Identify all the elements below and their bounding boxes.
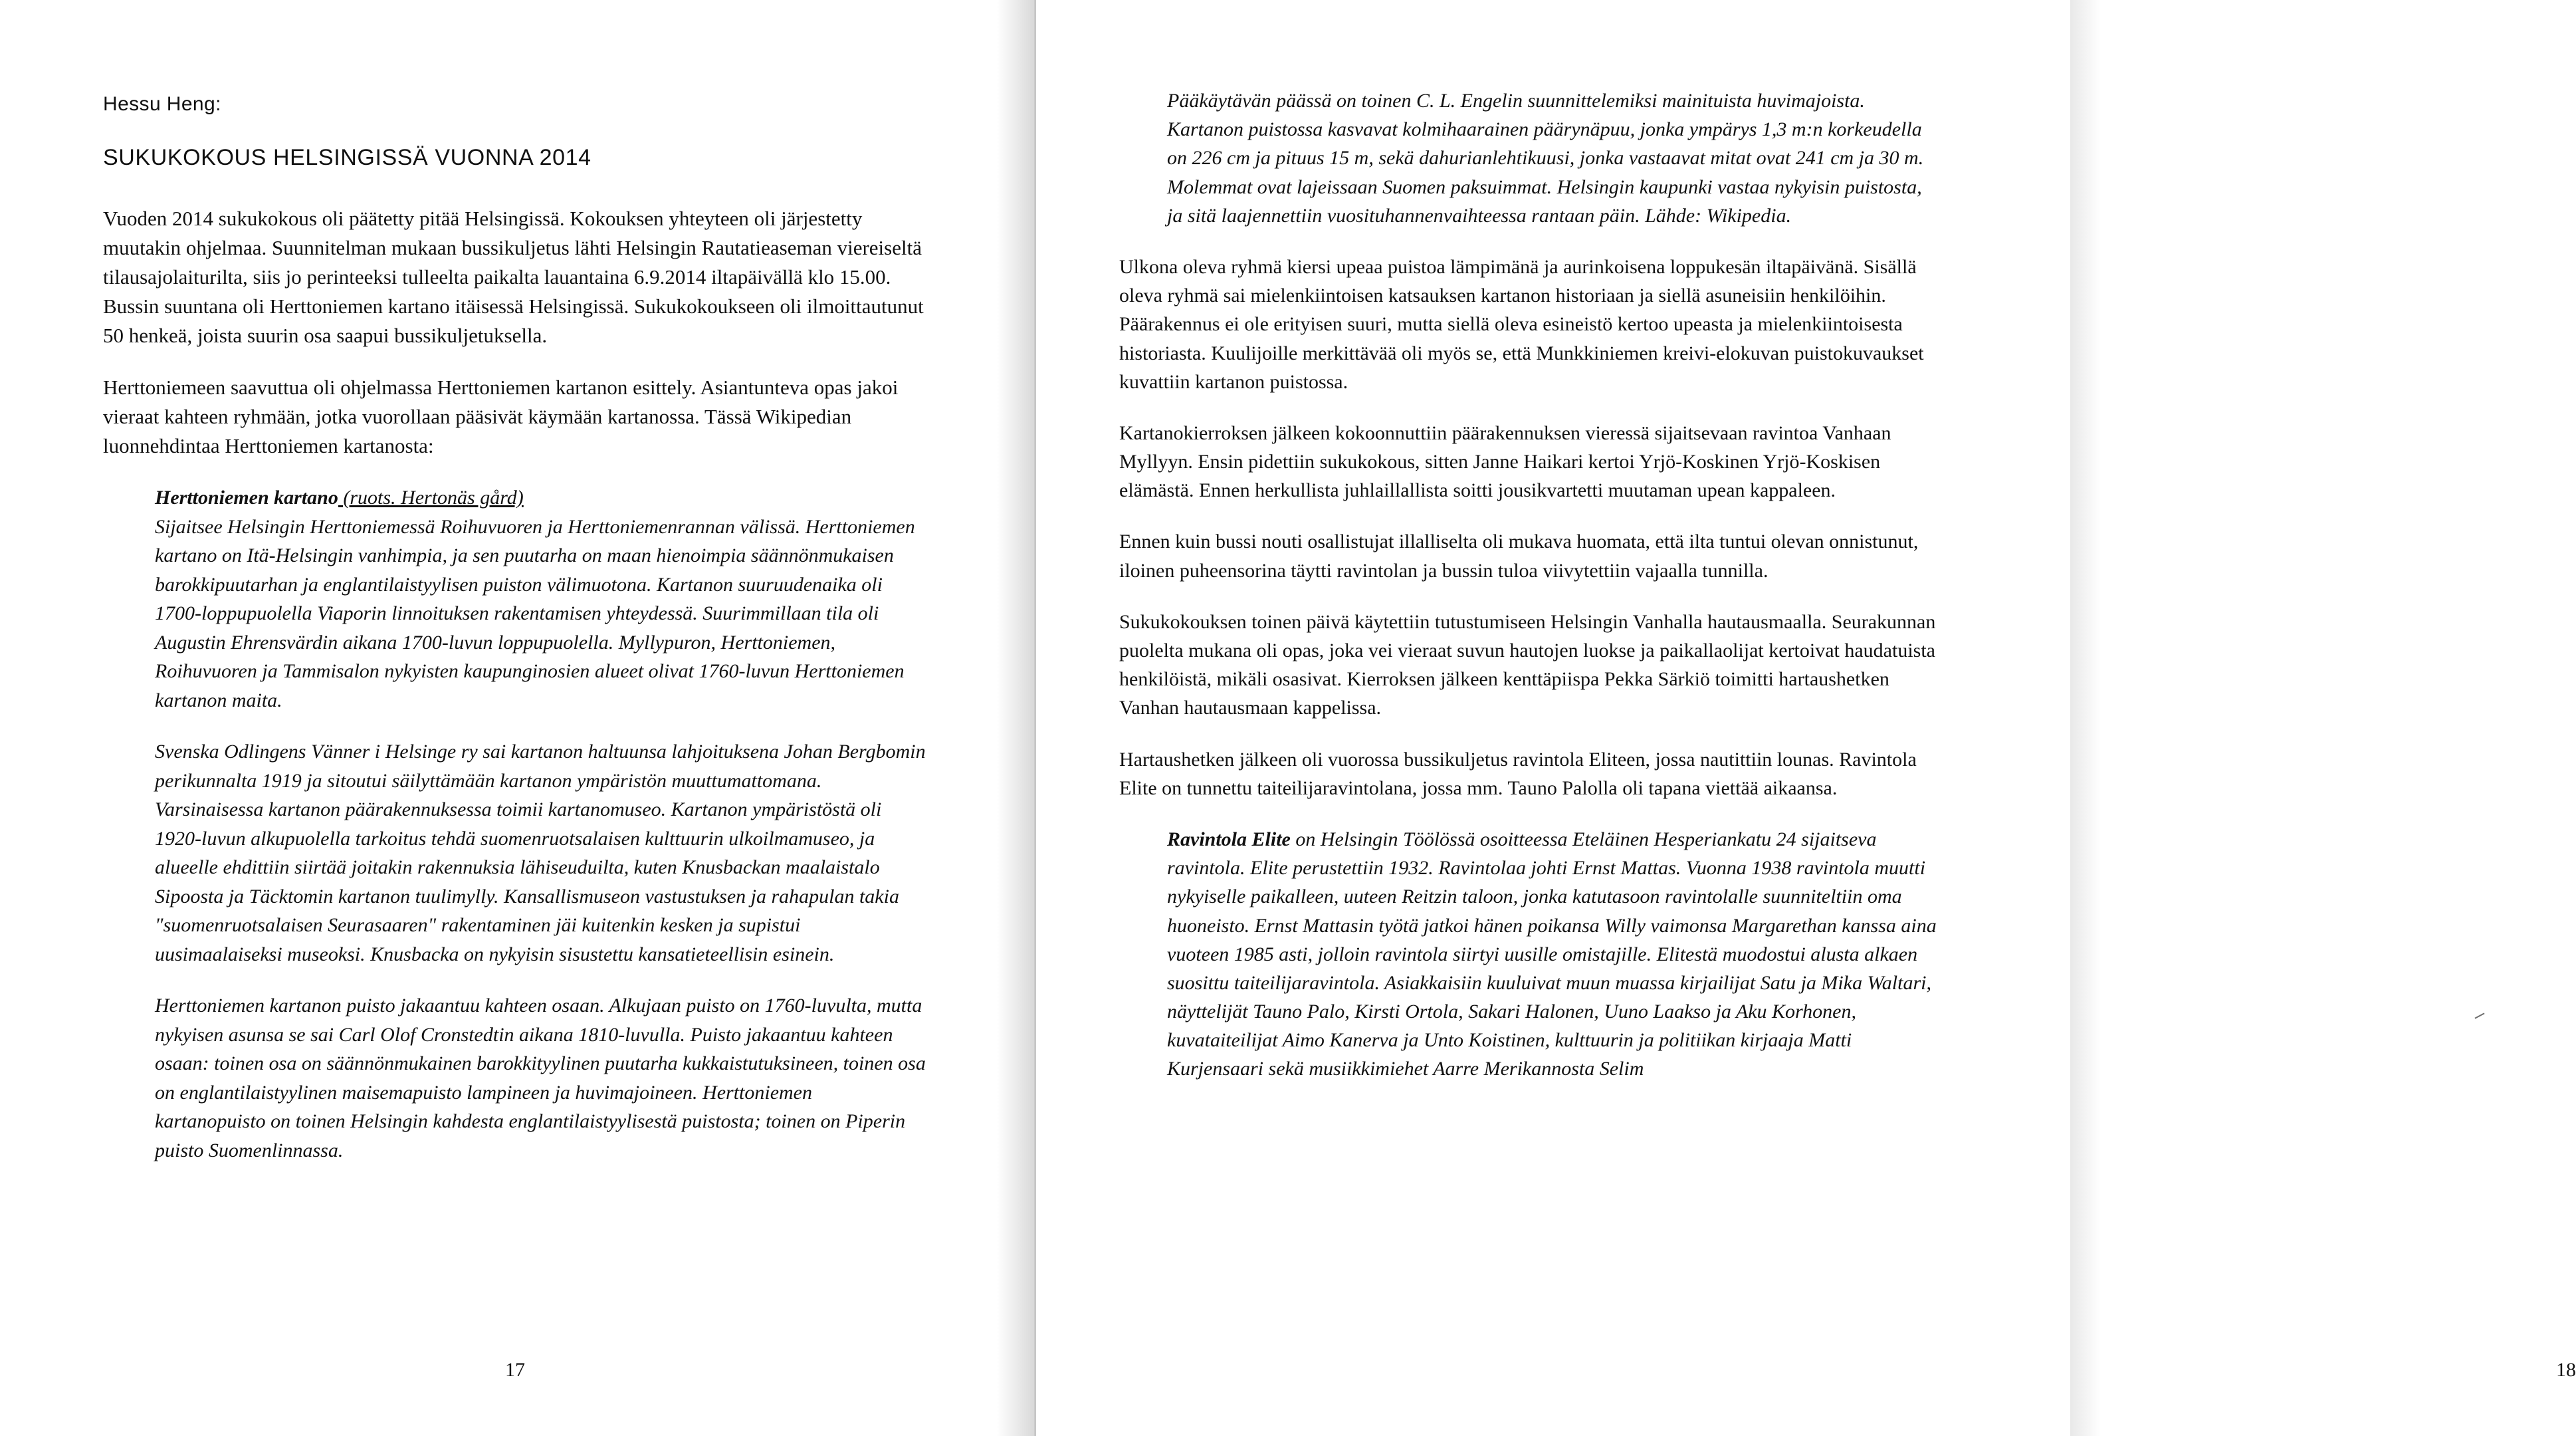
quote-block: [1119, 825, 1937, 1084]
stray-pen-mark: [2474, 1013, 2484, 1018]
page-number: 18: [2556, 1359, 2576, 1381]
quote-text: Pääkäytävän päässä on toinen C. L. Engelin suunnittelemiksi mainituista huvimajoista. Kartanon puistossa kasvavat kolmihaarainen päärynäpuu, jonka ympärys 1,3 m:n korkeudella on 226 cm ja pituus 15 m, sekä dahurianlehtikuusi, jonka vastaavat mitat ovat 241 cm ja 30 m. Molemmat ovat lajeissaan Suomen paksuimmat. Helsingin kaupunki vastaa nykyisin puistosta, ja sitä laajennettiin vuosituhannenvaihteessa rantaan päin. Lähde: Wikipedia.: [1167, 90, 1924, 227]
quote-heading-suffix: (ruots. Hertonäs gård): [338, 487, 524, 509]
quote-block: [103, 737, 927, 969]
quote-text: Sijaitsee Helsingin Herttoniemessä Roihuvuoren ja Herttoniemenrannan välissä. Herttoniemen kartano on Itä-Helsingin vanhimpia, ja sen puutarha on maan hienoimpia säännönmukaisen barokkipuutarhan ja englantilaistyylisen puiston välimuotona. Kartanon suuruudenaika oli 1700-loppupuolella Viaporin linnoituksen rakentamisen yhteydessä. Suurimmillaan tila oli Augustin Ehrensvärdin aikana 1700-luvun loppupuolella. Myllypuron, Herttoniemen, Roihuvuoren ja Tammisalon nykyisten kaupunginosien alueet olivat 1760-luvun Herttoniemen kartanon maita.: [155, 515, 915, 711]
left-page-content: [103, 93, 927, 1187]
quote-block: [1119, 86, 1937, 230]
quote-heading: Ravintola Elite: [1167, 828, 1291, 850]
paragraph: Ennen kuin bussi nouti osallistujat illalliselta oli mukava huomata, että ilta tuntui olevan onnistunut, iloinen puheensorina täytti ravintolan ja bussin tuloa viivytettiin vajaalla tunnilla.: [1119, 531, 1919, 582]
paragraph: Kartanokierroksen jälkeen kokoonnuttiin päärakennuksen vieressä sijaitsevaan ravintoa Vanhaan Myllyyn. Ensin pidettiin sukukokous, sitten Janne Haikari kertoi Yrjö-Koskinen Yrjö-Koskisen elämästä. Ennen herkullista juhlaillallista soitti jousikvartetti muutaman upean kappaleen.: [1119, 421, 1891, 502]
quote-text: Herttoniemen kartanon puisto jakaantuu kahteen osaan. Alkujaan puisto on 1760-luvulta, mutta nykyisen asunsa se sai Carl Olof Cronstedtin aikana 1810-luvulla. Puisto jakaantuu kahteen osaan: toinen osa on säännönmukainen barokkityylinen puutarha kukkaistutuksineen, toinen osa on englantilaistyylinen maisemapuisto lampineen ja huvimajoineen. Herttoniemen kartanopuisto on toinen Helsingin kahdesta englantilaistyylisestä puistosta; toinen on Piperin puisto Suomenlinnassa.: [155, 995, 926, 1161]
quote-block: [103, 991, 927, 1165]
quote-text: Svenska Odlingens Vänner i Helsinge ry sai kartanon haltuunsa lahjoituksena Johan Bergbomin perikunnalta 1919 ja sitoutui säilyttämään kartanon ympäristön muuttumattomana. Varsinaisessa kartanon päärakennuksessa toimii kartanomuseo. Kartanon ympäristöstä oli 1920-luvun alkupuolella tarkoitus tehdä suomenruotsalaisen kulttuurin ulkoilmamuseo, ja alueelle ehdittiin siirtää joitakin rakennuksia lähiseuduilta, kuten Knusbackan maalaistalo Sipoosta ja Täcktomin kartanon tuulimylly. Kansallismuseon vastustuksen ja rahapulan takia "suomenruotsalaisen Seurasaaren" rakentaminen jäi kuitenkin kesken ja supistui uusimaalaiseksi museoksi. Knusbacka on nykyisin sisustettu kansatieteellisin esinein.: [155, 741, 926, 965]
paragraph: Sukukokouksen toinen päivä käytettiin tutustumiseen Helsingin Vanhalla hautausmaalla. Seurakunnan puolelta mukana oli opas, joka vei vieraat suvun hautojen luokse ja paikallaolijat kertoivat haudatuista henkilöistä, mikäli osasivat. Kierroksen jälkeen kenttäpiispa Pekka Särkiö toimitti hartaushetken Vanhan hautausmaan kappelissa.: [1119, 610, 1936, 719]
page-edge-shadow: [2070, 0, 2101, 1436]
right-page: [1034, 0, 2576, 1436]
paragraph: Hartaushetken jälkeen oli vuorossa bussikuljetus ravintola Eliteen, jossa nautittiin lounas. Ravintola Elite on tunnettu taiteilijaravintolana, jossa mm. Tauno Palolla oli tapana viettää aikaansa.: [1119, 748, 1917, 799]
paragraph: Herttoniemeen saavuttua oli ohjelmassa Herttoniemen kartanon esittely. Asiantunteva opas jakoi vieraat kahteen ryhmään, jotka vuorollaan pääsivät käymään kartanossa. Tässä Wikipedian luonnehdintaa Herttoniemen kartanosta:: [103, 376, 899, 458]
quote-heading: Herttoniemen kartano: [155, 487, 338, 509]
paragraph: Vuoden 2014 sukukokous oli päätetty pitää Helsingissä. Kokouksen yhteyteen oli järjestetty muutakin ohjelmaa. Suunnitelman mukaan bussikuljetus lähti Helsingin Rautatieaseman viereiseltä tilausajolaiturilta, siis jo perinteeksi tulleelta paikalta lauantaina 6.9.2014 iltapäivällä klo 15.00. Bussin suuntana oli Herttoniemen kartano itäisessä Helsingissä. Sukukokoukseen oli ilmoittautunut 50 henkeä, joista suurin osa saapui bussikuljetuksella.: [103, 207, 924, 348]
author-byline: Hessu Heng:: [103, 93, 221, 115]
right-page-content: [1119, 86, 1937, 1106]
quote-text: on Helsingin Töölössä osoitteessa Eteläinen Hesperiankatu 24 sijaitseva ravintola. Elite perustettiin 1932. Ravintolaa johti Ernst Mattas. Vuonna 1938 ravintola muutti nykyiselle paikalleen, uuteen Reitzin taloon, jonka katutasoon ravintolalle suunniteltiin oma huoneisto. Ernst Mattasin työtä jatkoi hänen poikansa Willy vaimonsa Margarethan kanssa aina vuoteen 1985 asti, jolloin ravintola siirtyi uusille omistajille. Elitestä muodostui alusta alkaen suosittu taiteilijaravintola. Asiakkaisiin kuuluivat muun muassa kirjailijat Satu ja Mika Waltari, näyttelijät Tauno Palo, Kirsti Ortola, Sakari Halonen, Uuno Laakso ja Aku Korhonen, kuvataiteilijat Aimo Kanerva ja Unto Koistinen, kulttuurin ja politiikan kirjaaja Matti Kurjensaari sekä musiikkimiehet Aarre Merikannosta Selim: [1167, 828, 1937, 1080]
page-edge-shadow: [997, 0, 1034, 1436]
quote-block: [103, 483, 927, 715]
page-title: SUKUKOKOUS HELSINGISSÄ VUONNA 2014: [103, 145, 591, 170]
left-page: [0, 0, 1034, 1436]
paragraph: Ulkona oleva ryhmä kiersi upeaa puistoa lämpimänä ja aurinkoisena loppukesän iltapäivänä. Sisällä oleva ryhmä sai mielenkiintoisen katsauksen kartanon historiaan ja siellä asuneisiin henkilöihin. Päärakennus ei ole erityisen suuri, mutta siellä oleva esineistö kertoo upeasta ja mielenkiintoisesta historiasta. Kuulijoille merkittävää oli myös se, että Munkkiniemen kreivi-elokuvan puistokuvaukset kuvattiin kartanon puistossa.: [1119, 255, 1924, 393]
page-number: 17: [505, 1359, 525, 1381]
